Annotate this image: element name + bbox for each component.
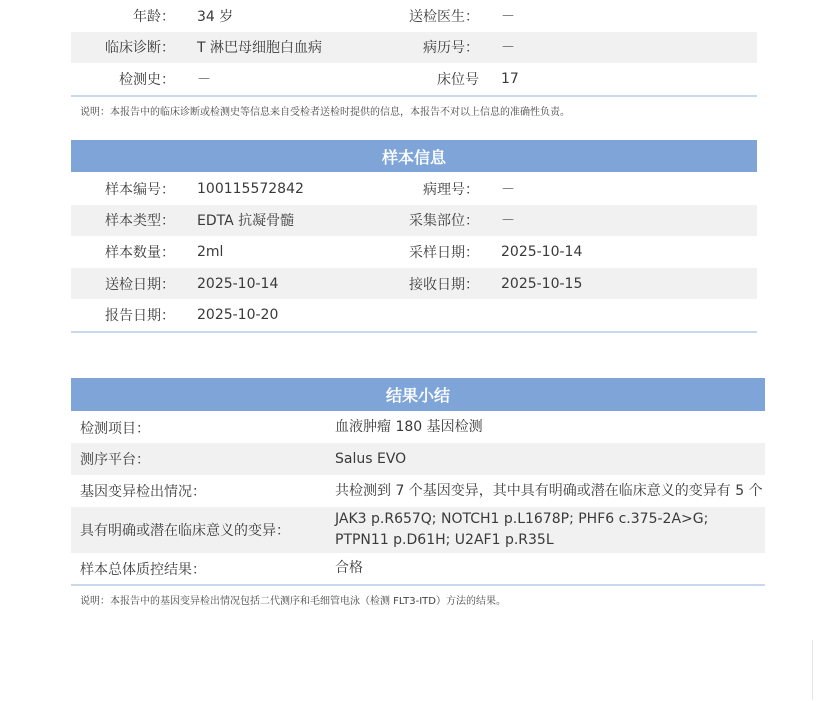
field-value: 17 (501, 70, 519, 87)
field-label: 样本编号： (105, 181, 175, 198)
summary-value: 合格 (335, 560, 363, 576)
field-value: － (501, 8, 515, 25)
page-edge (812, 640, 828, 700)
field-label: 样本数量： (105, 244, 175, 261)
summary-label: 基因变异检出情况： (80, 484, 206, 500)
summary-row (71, 412, 765, 443)
summary-value: Salus EVO (335, 450, 407, 467)
table-divider (71, 95, 757, 97)
table-divider (71, 331, 757, 333)
sample-row (71, 173, 757, 205)
field-label: 采样日期： (409, 244, 479, 261)
field-label: 临床诊断： (105, 40, 175, 57)
summary-row (71, 443, 765, 475)
summary-row (71, 507, 765, 553)
field-value: 2025-10-14 (501, 243, 583, 260)
sample-row (71, 299, 757, 331)
patient-row-history (71, 63, 757, 95)
summary-row (71, 475, 765, 507)
summary-row (71, 553, 765, 584)
summary-label: 具有明确或潜在临床意义的变异： (80, 523, 290, 539)
table-divider (71, 584, 765, 586)
field-label: 送检日期： (105, 276, 175, 293)
field-value: EDTA 抗凝骨髓 (197, 213, 295, 230)
field-value: 34 岁 (197, 8, 234, 25)
summary-note: 说明：本报告中的基因变异检出情况包括二代测序和毛细管电泳（检测 FLT3-ITD）方法的结果。 (80, 596, 506, 607)
summary-value: 血液肿瘤 180 基因检测 (335, 419, 483, 435)
field-value: 2ml (197, 243, 224, 260)
summary-label: 测序平台： (80, 452, 150, 468)
field-value: － (501, 213, 515, 230)
summary-value (335, 509, 765, 551)
summary-label: 样本总体质控结果： (80, 561, 206, 578)
sample-row (71, 236, 757, 268)
variant-line: JAK3 p.R657Q; NOTCH1 p.L1678P; PHF6 c.375-2A>G; (335, 511, 709, 527)
patient-row-diagnosis (71, 32, 757, 64)
sample-row (71, 268, 757, 300)
field-label: 床位号 (437, 71, 479, 88)
summary-value: 共检测到 7 个基因变异，其中具有明确或潜在临床意义的变异有 5 个 (335, 482, 763, 499)
summary-section-header: 结果小结 (71, 378, 765, 411)
field-value: 2025-10-20 (197, 307, 279, 324)
sample-section-header: 样本信息 (71, 140, 757, 172)
field-value: 100115572842 (197, 180, 304, 197)
field-label: 检测史： (119, 71, 175, 88)
field-label: 接收日期： (409, 276, 479, 293)
field-value: T 淋巴母细胞白血病 (197, 40, 323, 57)
field-label: 送检医生： (409, 8, 479, 25)
field-value: 2025-10-14 (197, 275, 279, 292)
patient-row-age (71, 0, 757, 32)
sample-info-table (71, 173, 757, 333)
patient-info-note: 说明：本报告中的临床诊断或检测史等信息来自受检者送检时提供的信息，本报告不对以上信息的准确性负责。 (80, 107, 570, 118)
field-label: 报告日期： (105, 308, 175, 325)
summary-label: 检测项目： (80, 420, 150, 437)
summary-table (71, 412, 765, 586)
field-value: － (501, 181, 515, 198)
field-value: 2025-10-15 (501, 275, 583, 292)
patient-info-table (71, 0, 757, 97)
field-label: 病理号： (423, 181, 479, 198)
field-label: 采集部位： (409, 213, 479, 230)
field-label: 病历号： (423, 40, 479, 57)
field-value: － (501, 40, 515, 57)
field-label: 年龄： (133, 8, 175, 25)
field-value: － (197, 71, 211, 88)
field-label: 样本类型： (105, 213, 175, 230)
variant-line: PTPN11 p.D61H; U2AF1 p.R35L (335, 532, 554, 548)
sample-row (71, 205, 757, 237)
